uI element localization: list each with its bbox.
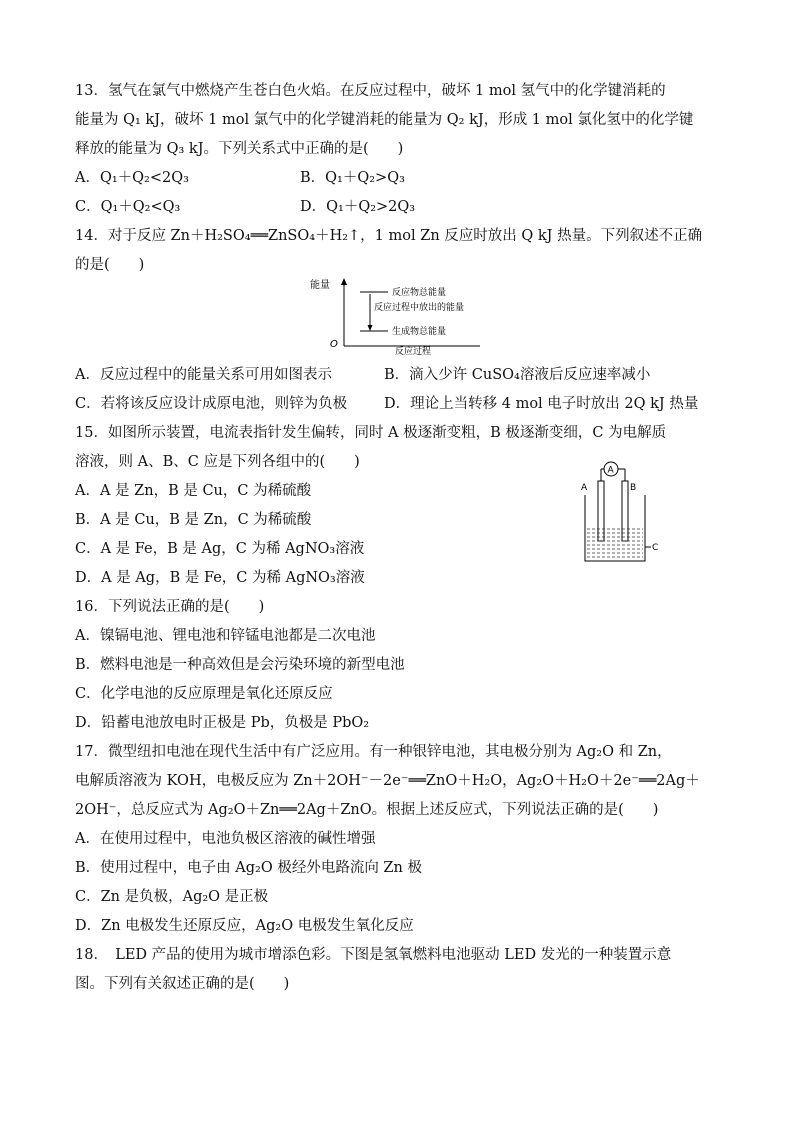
electrode-b <box>622 481 628 541</box>
q16-option-b: B．燃料电池是一种高效但是会污染环境的新型电池 <box>75 657 405 673</box>
electrode-a-label: A <box>581 483 588 493</box>
q13-option-d: D．Q₁＋Q₂>2Q₃ <box>300 199 416 215</box>
q15-stem-line2: 溶液，则 A、B、C 应是下列各组中的( ) <box>75 454 360 470</box>
q13-stem-line2: 能量为 Q₁ kJ，破坏 1 mol 氯气中的化学键消耗的能量为 Q₂ kJ，形成 1 mol 氯化氢中的化学键 <box>75 112 694 128</box>
q16-option-d: D．铅蓄电池放电时正极是 Pb，负极是 PbO₂ <box>75 715 370 731</box>
energy-diagram <box>300 276 500 356</box>
q14-option-c: C．若将该反应设计成原电池，则锌为负极 <box>75 396 348 412</box>
q14-stem-line2: 的是( ) <box>75 257 145 273</box>
q14-option-d: D．理论上当转移 4 mol 电子时放出 2Q kJ 热量 <box>384 396 699 412</box>
energy-axis-label: 能量 <box>310 280 330 291</box>
q13-option-c: C．Q₁＋Q₂<Q₃ <box>75 199 181 215</box>
electrode-a <box>598 481 604 541</box>
q17-option-b: B．使用过程中，电子由 Ag₂O 极经外电路流向 Zn 极 <box>75 860 422 876</box>
q15-option-c: C．A 是 Fe，B 是 Ag，C 为稀 AgNO₃溶液 <box>75 541 365 557</box>
q13-stem-line1: 13．氢气在氯气中燃烧产生苍白色火焰。在反应过程中，破坏 1 mol 氢气中的化学键消耗的 <box>75 83 666 99</box>
q15-option-a: A．A 是 Zn，B 是 Cu，C 为稀硫酸 <box>75 483 312 499</box>
q15-option-d: D．A 是 Ag，B 是 Fe，C 为稀 AgNO₃溶液 <box>75 570 365 586</box>
q18-stem-line1: 18． LED 产品的使用为城市增添色彩。下图是氢氧燃料电池驱动 LED 发光的一种装置示意 <box>75 947 672 963</box>
q13-stem-line3: 释放的能量为 Q₃ kJ。下列关系式中正确的是( ) <box>75 141 404 157</box>
q14-stem-line1: 14．对于反应 Zn＋H₂SO₄══ZnSO₄＋H₂↑，1 mol Zn 反应时放出 Q kJ 热量。下列叙述不正确 <box>75 228 703 244</box>
q16-option-c: C．化学电池的反应原理是氧化还原反应 <box>75 686 333 702</box>
electrolyte-solution <box>587 529 643 557</box>
q17-option-c: C．Zn 是负极，Ag₂O 是正极 <box>75 889 269 905</box>
q17-option-d: D．Zn 电极发生还原反应，Ag₂O 电极发生氧化反应 <box>75 918 414 934</box>
q16-stem: 16．下列说法正确的是( ) <box>75 599 265 615</box>
process-axis-label: 反应过程 <box>395 347 432 356</box>
origin-label: O <box>330 339 338 350</box>
q13-option-a: A．Q₁＋Q₂<2Q₃ <box>75 170 189 186</box>
q17-stem-line3: 2OH⁻，总反应式为 Ag₂O＋Zn══2Ag＋ZnO。根据上述反应式，下列说法正确的是( ) <box>75 802 659 818</box>
q13-option-b: B．Q₁＋Q₂>Q₃ <box>300 170 405 186</box>
released-energy-label: 反应过程中放出的能量 <box>374 303 465 313</box>
electrode-b-label: B <box>630 483 637 493</box>
q17-stem-line2: 电解质溶液为 KOH，电极反应为 Zn＋2OH⁻－2e⁻══ZnO＋H₂O，Ag₂O＋H₂O＋2e⁻══2Ag＋ <box>75 773 700 789</box>
q14-option-a: A．反应过程中的能量关系可用如图表示 <box>75 367 332 383</box>
galvanic-cell-apparatus <box>575 457 675 569</box>
q18-stem-line2: 图。下列有关叙述正确的是( ) <box>75 976 290 992</box>
beaker <box>585 495 645 561</box>
q16-option-a: A．镍镉电池、锂电池和锌锰电池都是二次电池 <box>75 628 376 644</box>
q17-stem-line1: 17．微型纽扣电池在现代生活中有广泛应用。有一种银锌电池，其电极分别为 Ag₂O 和 Zn， <box>75 744 672 760</box>
q15-stem-line1: 15．如图所示装置，电流表指针发生偏转，同时 A 极逐渐变粗，B 极逐渐变细，C 为电解质 <box>75 425 667 441</box>
ammeter-label: A <box>607 465 614 476</box>
energy-axis-y-arrow <box>341 278 347 285</box>
product-energy-label: 生成物总能量 <box>392 327 447 337</box>
q15-option-b: B．A 是 Cu，B 是 Zn，C 为稀硫酸 <box>75 512 312 528</box>
q14-option-b: B．滴入少许 CuSO₄溶液后反应速率减小 <box>384 367 651 383</box>
solution-label: C <box>652 543 659 553</box>
reactant-energy-label: 反应物总能量 <box>392 288 447 298</box>
q17-option-a: A．在使用过程中，电池负极区溶液的碱性增强 <box>75 831 376 847</box>
